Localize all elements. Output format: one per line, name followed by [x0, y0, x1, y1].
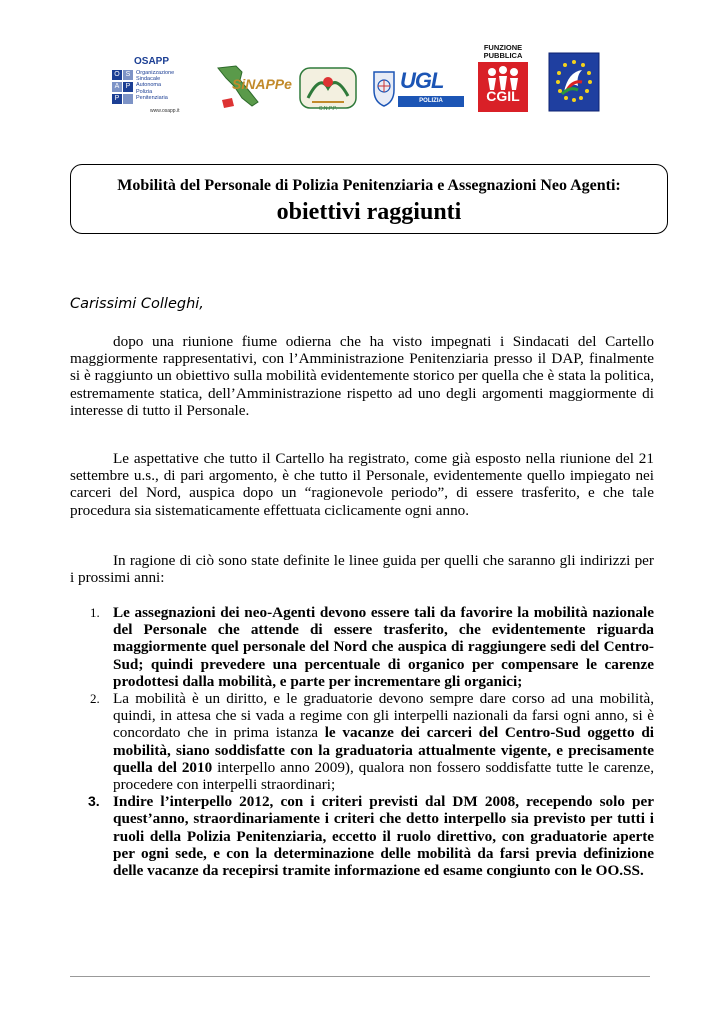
osapp-logo	[112, 58, 204, 114]
list-item-number: 1.	[90, 605, 100, 620]
list-item	[70, 604, 654, 690]
title-line-1: Mobilità del Personale di Polizia Penitenziaria e Assegnazioni Neo Agenti:	[117, 177, 621, 194]
paragraph-1	[70, 333, 654, 419]
list-item-bold-text: le vacanze dei carceri del Centro-Sud oggetto di mobilità, siano soddisfatte con la graduatoria attualmente vigente, e precisamente quella del 2010	[113, 724, 654, 776]
osapp-title: OSAPP	[134, 56, 170, 67]
osapp-web: www.osapp.it	[150, 108, 180, 114]
list-item-bold-text: Le assegnazioni dei neo-Agenti devono essere tali da favorire la mobilità nazionale del Personale che attende di essere trasferito, che evidentemente riguarda maggiormente quel personale del Nord che auspica di raggiungere sedi del Centro- Sud; quindi prevedere una percentuale di organico per compensare le carenze prodottesi dalla mobilità, e parte per incrementare gli organici;	[113, 604, 654, 690]
fp-funzione: FUNZIONE	[483, 43, 523, 52]
cnpp-label: C.N.P.P.	[318, 106, 338, 112]
salutation: Carissimi Colleghi,	[70, 296, 204, 312]
fp-cgil-logo	[476, 44, 530, 112]
osapp-grid-cell: S	[123, 70, 133, 80]
osapp-lines	[136, 70, 174, 101]
title-box	[70, 164, 668, 234]
ugl-word: UGL	[400, 68, 444, 93]
paragraph-2	[70, 450, 654, 519]
guidelines-list	[70, 604, 654, 879]
fp-pubblica: PUBBLICA	[483, 51, 523, 60]
osapp-grid-cell: P	[123, 82, 133, 92]
ugl-bar: POLIZIA PENITENZIARIA	[398, 96, 464, 107]
osapp-grid-cell: P	[112, 94, 122, 104]
list-item	[70, 793, 654, 879]
list-item-text-after: interpello anno 2009), qualora non fossero soddisfatte tutte le carenze, procedere con interpelli straordinari;	[113, 758, 654, 794]
osapp-grid-cell: O	[112, 70, 122, 80]
sinappe-logo	[212, 62, 292, 110]
cnpp-logo	[298, 66, 358, 114]
osapp-grid	[112, 70, 134, 106]
eu-stars-icon	[548, 52, 600, 112]
osapp-line: Organizzazione	[136, 70, 175, 76]
osapp-line: Sindacale	[136, 76, 161, 83]
list-item-text: La mobilità è un diritto, e le graduatorie devono sempre dare corso ad una mobilità, quindi, in attesa che si vada a regime con gli interpelli nazionali da farsi ogni anno, si è concordato che in prima istanza	[113, 690, 654, 742]
title-line-2: obiettivi raggiunti	[276, 199, 462, 225]
list-item-bold-text: Indire l’interpello 2012, con i criteri previsti dal DM 2008, recependo solo per quest’anno, straordinariamente i criteri che detto interpello sia previsto per tutti i ruoli della Polizia Penitenziaria, eccetto il ruolo direttivo, con graduatorie aperte per ogni sede, e con la determinazione delle mobilità da farsi previa definizione delle vacanze da recepirsi tramite informazione ed esame congiunto con le OO.SS.	[113, 793, 654, 880]
list-item-number: 2.	[90, 691, 100, 707]
sinappe-word: SiNAPPe	[232, 76, 292, 92]
osapp-grid-cell: A	[112, 82, 122, 92]
fp-cgil-heading	[476, 44, 530, 60]
paragraph-1-text: dopo una riunione fiume odierna che ha visto impegnati i Sindacati del Cartello maggiormente rappresentativi, con l’Amministrazione Penitenziaria presso il DAP, finalmente si è raggiunto un obiettivo sulla mobilità evidentemente storico per quella che è stata la politica, estremamente statica, dell’Amministrazione rispetto ad uno degli argomenti maggiormente di interesse di tutto il Personale.	[70, 333, 654, 419]
eu-logo	[548, 52, 600, 112]
paragraph-2-text: Le aspettative che tutto il Cartello ha registrato, come già esposto nella riunione del 21 settembre u.s., di pari argomento, è che tutto il Personale, evidentemente quello impiegato nei carceri del Nord, auspica dopo un “ragionevole periodo”, di essere trasferito, e che tale procedura sia sistematicamente effettuata ciclicamente ogni anno.	[70, 450, 654, 519]
police-crest-icon	[370, 68, 398, 108]
footer-rule	[70, 976, 650, 977]
osapp-line: Autonoma	[136, 82, 162, 89]
osapp-line: Penitenziaria	[136, 94, 168, 101]
cgil-box	[478, 62, 528, 112]
paragraph-3-text: In ragione di ciò sono state definite le linee guida per quelli che saranno gli indirizzi per i prossimi anni:	[70, 552, 654, 587]
osapp-line: Polizia	[136, 88, 153, 95]
osapp-grid-cell	[123, 94, 133, 104]
ugl-logo	[370, 66, 466, 115]
cgil-word: CGIL	[486, 88, 520, 104]
list-item-number: 3.	[88, 793, 100, 810]
logo-strip	[108, 44, 608, 116]
list-item	[70, 690, 654, 793]
paragraph-3	[70, 552, 654, 586]
